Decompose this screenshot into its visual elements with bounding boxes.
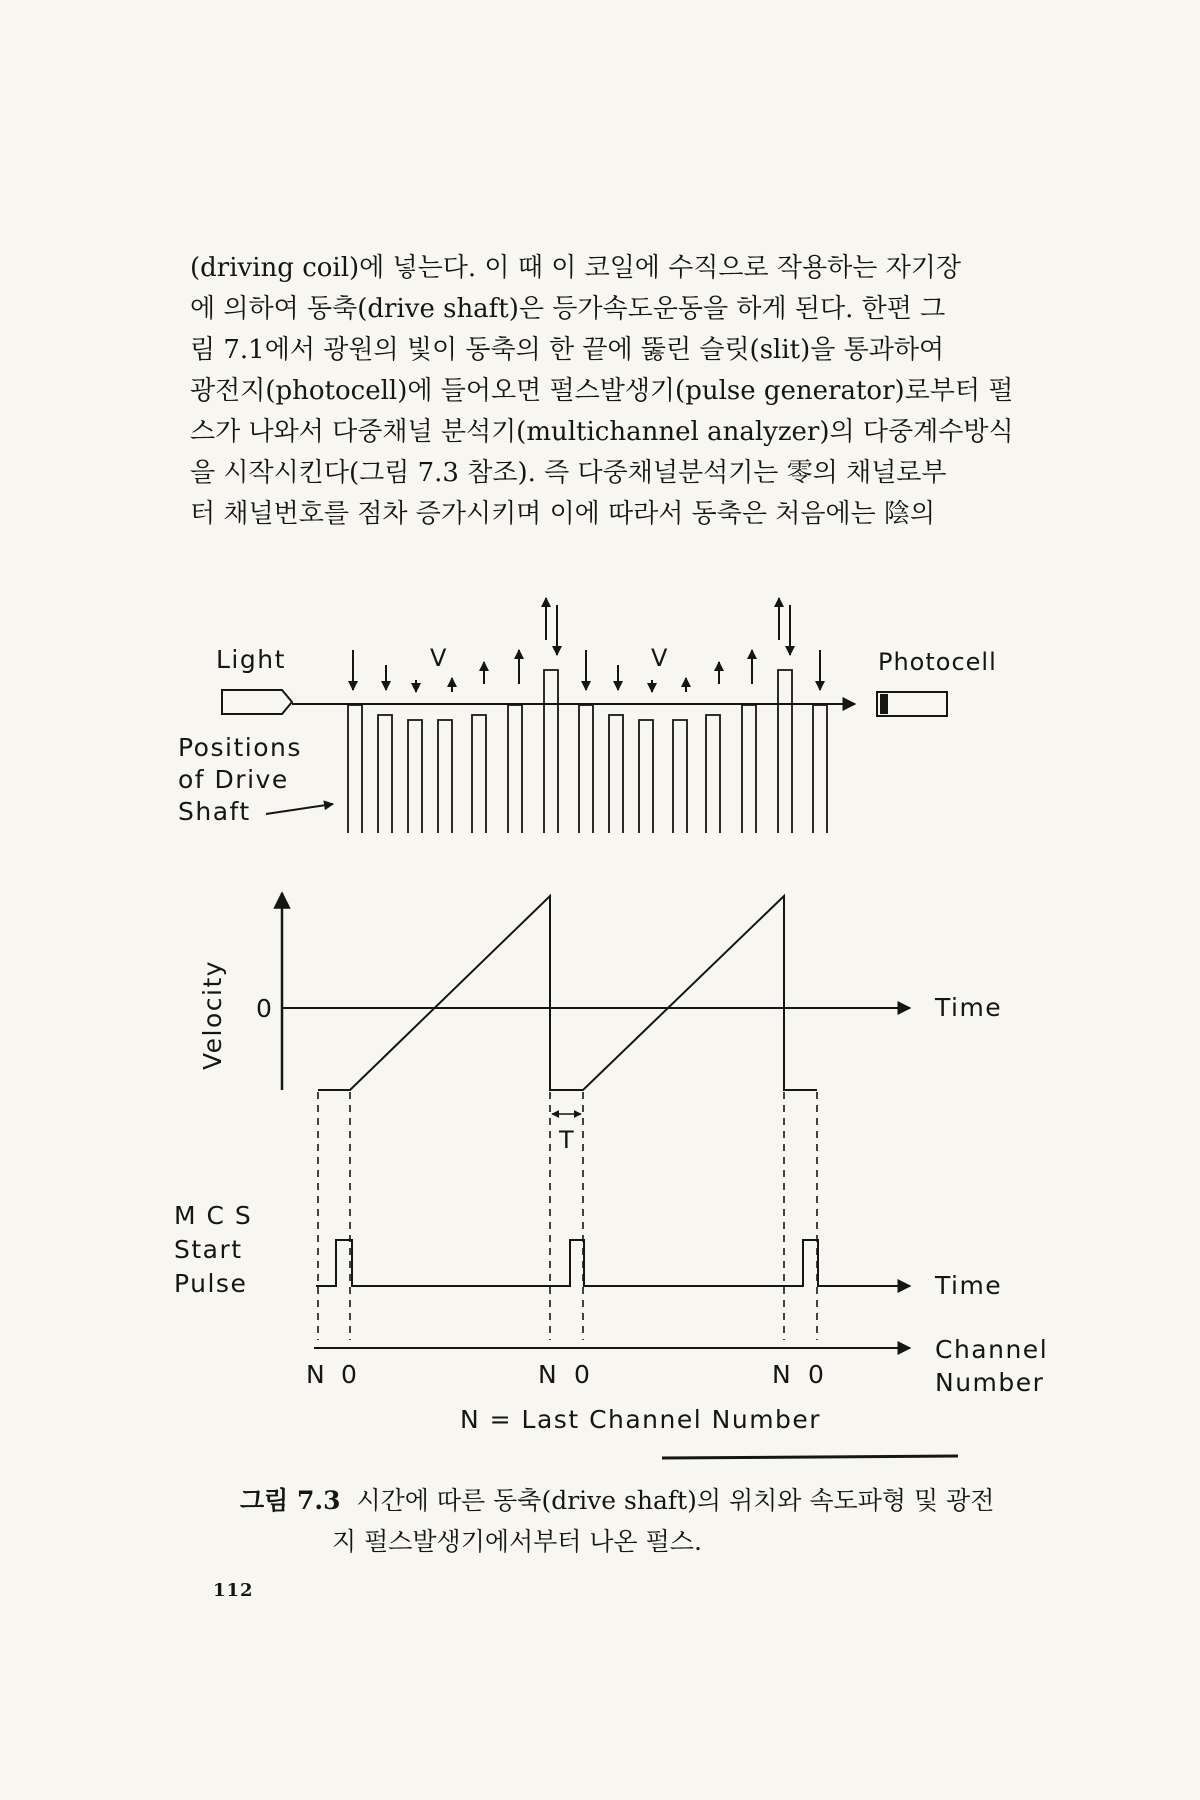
light-label: Light (216, 645, 286, 674)
shaft-slit (706, 715, 720, 833)
light-source-icon (222, 690, 292, 714)
shaft-slit (639, 720, 653, 833)
legend-text: N = Last Channel Number (460, 1405, 822, 1434)
channel-label: Channel (935, 1335, 1049, 1364)
mcs-label: M C S (174, 1201, 253, 1230)
velocity-waveform (318, 896, 817, 1090)
channel-label: Number (935, 1368, 1045, 1397)
zero-channel-label: 0 (808, 1360, 826, 1389)
velocity-label: Velocity (198, 959, 227, 1070)
time-label-pulse: Time (935, 1271, 1003, 1300)
shaft-slit (472, 715, 486, 833)
caption-rule (662, 1456, 958, 1458)
mcs-label: Pulse (174, 1269, 248, 1298)
photocell-icon (877, 692, 947, 716)
n-label: N (306, 1360, 327, 1389)
body-line: 터 채널번호를 점차 증가시키며 이에 따라서 동축은 처음에는 陰의 (190, 499, 936, 529)
mcs-label: Start (174, 1235, 243, 1264)
shaft-slit (579, 705, 593, 833)
body-line: 에 의하여 동축(drive shaft)은 등가속도운동을 하게 된다. 한편 그 (190, 294, 946, 324)
shaft-slit (778, 670, 792, 833)
positions-arrow (266, 804, 333, 814)
zero-label: 0 (256, 994, 274, 1023)
shaft-slit (378, 715, 392, 833)
slit-motion-arrows (353, 598, 820, 692)
body-line: (driving coil)에 넣는다. 이 때 이 코일에 수직으로 작용하는 자기장 (190, 253, 961, 283)
positions-label: Positions (178, 733, 302, 762)
shaft-slit (673, 720, 687, 833)
shaft-slit (544, 670, 558, 833)
page-number: 112 (213, 1580, 254, 1601)
mcs-pulse-train (316, 1240, 910, 1286)
shaft-slit (348, 705, 362, 833)
positions-label: Shaft (178, 797, 251, 826)
body-line: 림 7.1에서 광원의 빛이 동축의 한 끝에 뚫린 슬릿(slit)을 통과하여 (190, 335, 945, 365)
time-label-velocity: Time (935, 993, 1003, 1022)
body-line: 을 시작시킨다(그림 7.3 참조). 즉 다중채널분석기는 零의 채널로부 (190, 458, 947, 488)
caption-line: 시간에 따른 동축(drive shaft)의 위치와 속도파형 및 광전 (356, 1486, 995, 1515)
n-label: N (538, 1360, 559, 1389)
photocell-label: Photocell (878, 648, 997, 676)
shaft-slit (609, 715, 623, 833)
figure-caption (240, 1480, 1040, 1562)
body-line: 광전지(photocell)에 들어오면 펄스발생기(pulse generator)로부터 펄 (190, 376, 1014, 406)
caption-label: 그림 7.3 (240, 1486, 341, 1515)
zero-channel-label: 0 (341, 1360, 359, 1389)
t-label: T (559, 1126, 575, 1154)
drive-shaft-positions (348, 670, 827, 833)
zero-channel-label: 0 (574, 1360, 592, 1389)
v-mark: V (430, 644, 448, 672)
positions-label: of Drive (178, 765, 289, 794)
n-label: N (772, 1360, 793, 1389)
v-mark: V (651, 644, 669, 672)
shaft-slit (742, 705, 756, 833)
shaft-slit (813, 705, 827, 833)
caption-line: 지 펄스발생기에서부터 나온 펄스. (332, 1527, 702, 1556)
shaft-slit (408, 720, 422, 833)
shaft-slit (508, 705, 522, 833)
body-line: 스가 나와서 다중채널 분석기(multichannel analyzer)의 다중계수방식 (190, 417, 1014, 447)
shaft-slit (438, 720, 452, 833)
